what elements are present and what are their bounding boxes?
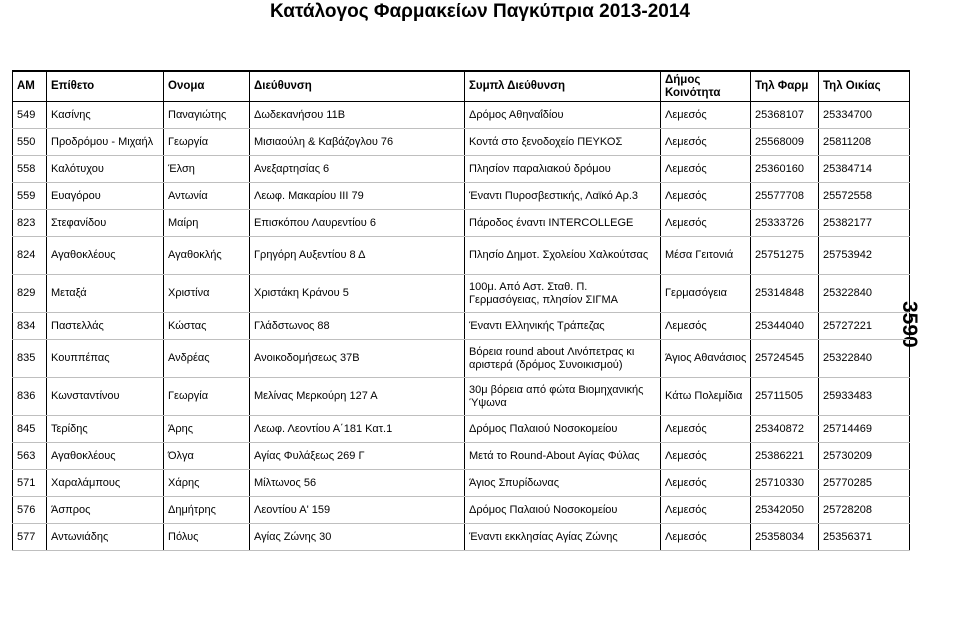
cell-address-extra: Έναντι εκκλησίας Αγίας Ζώνης bbox=[465, 524, 661, 551]
cell-surname: Προδρόμου - Μιχαήλ bbox=[47, 129, 164, 156]
cell-address-extra: Δρόμος Παλαιού Νοσοκομείου bbox=[465, 416, 661, 443]
cell-surname: Αγαθοκλέους bbox=[47, 237, 164, 275]
table-row bbox=[13, 275, 910, 313]
cell-surname: Αγαθοκλέους bbox=[47, 443, 164, 470]
cell-municipality: Λεμεσός bbox=[661, 156, 751, 183]
table-row bbox=[13, 102, 910, 129]
cell-phone-pharmacy: 25314848 bbox=[751, 275, 819, 313]
table-row bbox=[13, 156, 910, 183]
column-header: Επίθετο bbox=[47, 71, 164, 102]
cell-am: 558 bbox=[13, 156, 47, 183]
cell-address: Γλάδστωνος 88 bbox=[250, 313, 465, 340]
cell-surname: Ευαγόρου bbox=[47, 183, 164, 210]
cell-phone-pharmacy: 25344040 bbox=[751, 313, 819, 340]
cell-phone-home: 25322840 bbox=[819, 275, 910, 313]
column-header: Τηλ Φαρμ bbox=[751, 71, 819, 102]
cell-address-extra: Έναντι Ελληνικής Τράπεζας bbox=[465, 313, 661, 340]
column-header: Ονομα bbox=[164, 71, 250, 102]
cell-address-extra: Πλησίον παραλιακού δρόμου bbox=[465, 156, 661, 183]
cell-am: 824 bbox=[13, 237, 47, 275]
cell-address: Μελίνας Μερκούρη 127 Α bbox=[250, 378, 465, 416]
cell-am: 571 bbox=[13, 470, 47, 497]
cell-municipality: Λεμεσός bbox=[661, 183, 751, 210]
cell-phone-pharmacy: 25368107 bbox=[751, 102, 819, 129]
cell-am: 576 bbox=[13, 497, 47, 524]
cell-am: 559 bbox=[13, 183, 47, 210]
cell-am: 563 bbox=[13, 443, 47, 470]
cell-phone-pharmacy: 25577708 bbox=[751, 183, 819, 210]
cell-name: Γεωργία bbox=[164, 129, 250, 156]
cell-phone-home: 25811208 bbox=[819, 129, 910, 156]
cell-phone-pharmacy: 25360160 bbox=[751, 156, 819, 183]
cell-address-extra: 100μ. Από Αστ. Σταθ. Π. Γερμασόγειας, πλησίον ΣΙΓΜΑ bbox=[465, 275, 661, 313]
cell-address-extra: Δρόμος Αθηναΐδίου bbox=[465, 102, 661, 129]
table-row bbox=[13, 129, 910, 156]
table-row bbox=[13, 443, 910, 470]
pharmacy-table bbox=[12, 70, 910, 551]
table-row bbox=[13, 378, 910, 416]
cell-address: Μίλτωνος 56 bbox=[250, 470, 465, 497]
table-row bbox=[13, 237, 910, 275]
cell-name: Πόλυς bbox=[164, 524, 250, 551]
cell-address-extra: Πλησίο Δημοτ. Σχολείου Χαλκούτσας bbox=[465, 237, 661, 275]
cell-municipality: Γερμασόγεια bbox=[661, 275, 751, 313]
column-header: Διεύθυνση bbox=[250, 71, 465, 102]
cell-address: Γρηγόρη Αυξεντίου 8 Δ bbox=[250, 237, 465, 275]
cell-phone-pharmacy: 25342050 bbox=[751, 497, 819, 524]
column-header: Δήμος Κοινότητα bbox=[661, 71, 751, 102]
cell-am: 829 bbox=[13, 275, 47, 313]
cell-phone-pharmacy: 25710330 bbox=[751, 470, 819, 497]
column-header: AM bbox=[13, 71, 47, 102]
cell-am: 550 bbox=[13, 129, 47, 156]
cell-surname: Αντωνιάδης bbox=[47, 524, 164, 551]
table-row bbox=[13, 470, 910, 497]
cell-surname: Κουππέπας bbox=[47, 340, 164, 378]
cell-phone-pharmacy: 25340872 bbox=[751, 416, 819, 443]
cell-am: 834 bbox=[13, 313, 47, 340]
cell-am: 835 bbox=[13, 340, 47, 378]
cell-address: Λεωφ. Μακαρίου ΙΙΙ 79 bbox=[250, 183, 465, 210]
cell-surname: Καλότυχου bbox=[47, 156, 164, 183]
table-row bbox=[13, 183, 910, 210]
cell-phone-pharmacy: 25386221 bbox=[751, 443, 819, 470]
table-row bbox=[13, 524, 910, 551]
cell-municipality: Μέσα Γειτονιά bbox=[661, 237, 751, 275]
cell-address-extra: Κοντά στο ξενοδοχείο ΠΕΥΚΟΣ bbox=[465, 129, 661, 156]
table-row bbox=[13, 210, 910, 237]
cell-address: Ανοικοδομήσεως 37Β bbox=[250, 340, 465, 378]
cell-phone-home: 25714469 bbox=[819, 416, 910, 443]
cell-address: Μισιαούλη & Καβάζογλου 76 bbox=[250, 129, 465, 156]
cell-name: Έλση bbox=[164, 156, 250, 183]
cell-surname: Κωνσταντίνου bbox=[47, 378, 164, 416]
cell-address-extra: Δρόμος Παλαιού Νοσοκομείου bbox=[465, 497, 661, 524]
cell-phone-pharmacy: 25751275 bbox=[751, 237, 819, 275]
cell-address-extra: Άγιος Σπυρίδωνας bbox=[465, 470, 661, 497]
cell-phone-home: 25753942 bbox=[819, 237, 910, 275]
cell-municipality: Λεμεσός bbox=[661, 313, 751, 340]
cell-name: Αγαθοκλής bbox=[164, 237, 250, 275]
cell-name: Όλγα bbox=[164, 443, 250, 470]
table-row bbox=[13, 340, 910, 378]
cell-address: Ανεξαρτησίας 6 bbox=[250, 156, 465, 183]
cell-surname: Παστελλάς bbox=[47, 313, 164, 340]
cell-surname: Τερίδης bbox=[47, 416, 164, 443]
cell-name: Χριστίνα bbox=[164, 275, 250, 313]
cell-phone-home: 25730209 bbox=[819, 443, 910, 470]
cell-phone-home: 25728208 bbox=[819, 497, 910, 524]
table-header-row bbox=[13, 71, 910, 102]
cell-phone-pharmacy: 25568009 bbox=[751, 129, 819, 156]
cell-phone-home: 25322840 bbox=[819, 340, 910, 378]
cell-phone-pharmacy: 25358034 bbox=[751, 524, 819, 551]
cell-name: Παναγιώτης bbox=[164, 102, 250, 129]
column-header: Συμπλ Διεύθυνση bbox=[465, 71, 661, 102]
table-row bbox=[13, 497, 910, 524]
cell-phone-home: 25356371 bbox=[819, 524, 910, 551]
cell-surname: Άσπρος bbox=[47, 497, 164, 524]
page-title: Κατάλογος Φαρμακείων Παγκύπρια 2013-2014 bbox=[269, 1, 690, 22]
cell-address-extra: Βόρεια round about Λινόπετρας κι αριστερά (δρόμος Συνοικισμού) bbox=[465, 340, 661, 378]
cell-phone-pharmacy: 25333726 bbox=[751, 210, 819, 237]
cell-address-extra: Μετά το Round-About Αγίας Φύλας bbox=[465, 443, 661, 470]
cell-address-extra: 30μ βόρεια από φώτα Βιομηχανικής Ύψωνα bbox=[465, 378, 661, 416]
cell-municipality: Λεμεσός bbox=[661, 470, 751, 497]
cell-phone-home: 25382177 bbox=[819, 210, 910, 237]
cell-name: Μαίρη bbox=[164, 210, 250, 237]
cell-am: 549 bbox=[13, 102, 47, 129]
cell-municipality: Λεμεσός bbox=[661, 210, 751, 237]
table-row bbox=[13, 313, 910, 340]
cell-phone-home: 25384714 bbox=[819, 156, 910, 183]
cell-am: 836 bbox=[13, 378, 47, 416]
cell-address-extra: Έναντι Πυροσβεστικής, Λαϊκό Αρ.3 bbox=[465, 183, 661, 210]
cell-municipality: Λεμεσός bbox=[661, 416, 751, 443]
cell-address: Δωδεκανήσου 11Β bbox=[250, 102, 465, 129]
cell-phone-home: 25334700 bbox=[819, 102, 910, 129]
cell-address: Αγίας Ζώνης 30 bbox=[250, 524, 465, 551]
cell-name: Κώστας bbox=[164, 313, 250, 340]
cell-phone-home: 25933483 bbox=[819, 378, 910, 416]
cell-municipality: Λεμεσός bbox=[661, 443, 751, 470]
cell-surname: Κασίνης bbox=[47, 102, 164, 129]
cell-am: 577 bbox=[13, 524, 47, 551]
cell-address: Λεωφ. Λεοντίου Α΄181 Κατ.1 bbox=[250, 416, 465, 443]
table-row bbox=[13, 416, 910, 443]
cell-name: Αντωνία bbox=[164, 183, 250, 210]
column-header: Τηλ Οικίας bbox=[819, 71, 910, 102]
cell-municipality: Λεμεσός bbox=[661, 524, 751, 551]
cell-surname: Χαραλάμπους bbox=[47, 470, 164, 497]
page-side-number: 3590 bbox=[898, 301, 921, 348]
cell-address-extra: Πάροδος έναντι INTERCOLLEGE bbox=[465, 210, 661, 237]
cell-phone-home: 25770285 bbox=[819, 470, 910, 497]
cell-name: Γεωργία bbox=[164, 378, 250, 416]
cell-am: 845 bbox=[13, 416, 47, 443]
cell-am: 823 bbox=[13, 210, 47, 237]
cell-municipality: Λεμεσός bbox=[661, 129, 751, 156]
cell-phone-home: 25572558 bbox=[819, 183, 910, 210]
cell-address: Χριστάκη Κράνου 5 bbox=[250, 275, 465, 313]
cell-municipality: Λεμεσός bbox=[661, 497, 751, 524]
cell-surname: Στεφανίδου bbox=[47, 210, 164, 237]
cell-municipality: Λεμεσός bbox=[661, 102, 751, 129]
cell-address: Λεοντίου Α' 159 bbox=[250, 497, 465, 524]
cell-name: Δημήτρης bbox=[164, 497, 250, 524]
cell-name: Χάρης bbox=[164, 470, 250, 497]
cell-name: Άρης bbox=[164, 416, 250, 443]
cell-name: Ανδρέας bbox=[164, 340, 250, 378]
cell-surname: Μεταξά bbox=[47, 275, 164, 313]
cell-phone-home: 25727221 bbox=[819, 313, 910, 340]
cell-phone-pharmacy: 25724545 bbox=[751, 340, 819, 378]
cell-phone-pharmacy: 25711505 bbox=[751, 378, 819, 416]
cell-address: Αγίας Φυλάξεως 269 Γ bbox=[250, 443, 465, 470]
cell-municipality: Κάτω Πολεμίδια bbox=[661, 378, 751, 416]
cell-address: Επισκόπου Λαυρεντίου 6 bbox=[250, 210, 465, 237]
cell-municipality: Άγιος Αθανάσιος bbox=[661, 340, 751, 378]
